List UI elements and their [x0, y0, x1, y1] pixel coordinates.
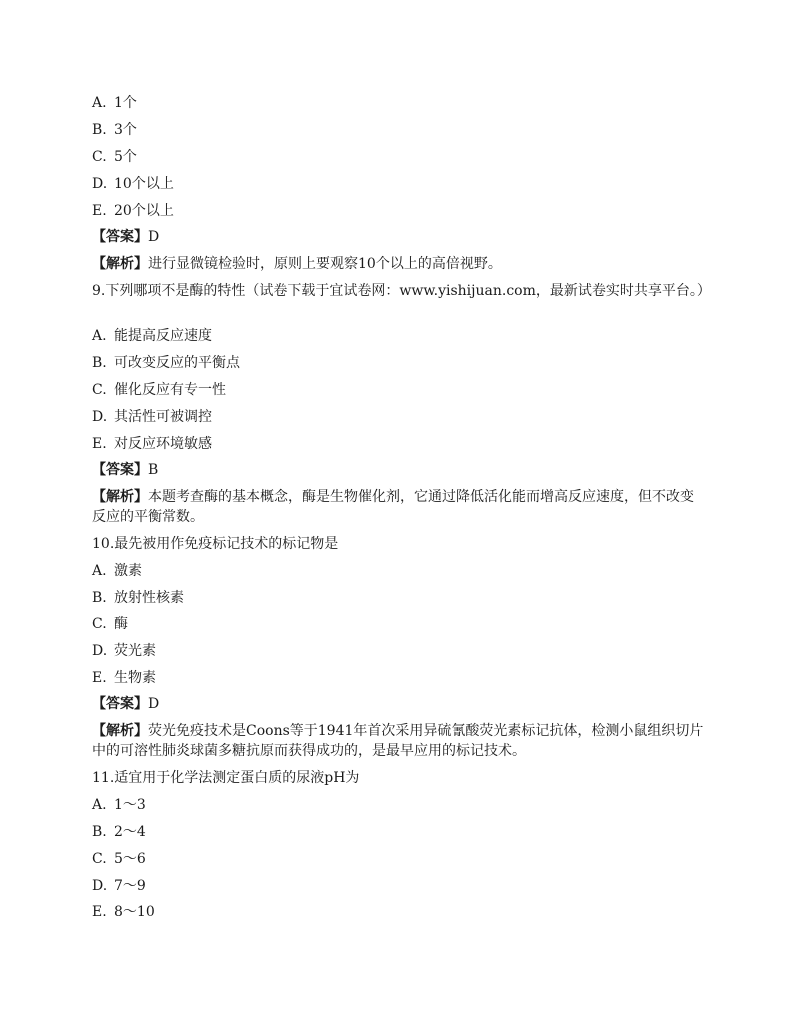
answer-tag: 【答案】 [92, 462, 148, 478]
option-text: 5～6 [114, 851, 146, 867]
option-text: 酶 [114, 616, 128, 632]
option-label: E. [92, 670, 107, 686]
analysis-line [92, 487, 707, 527]
option-a [92, 561, 707, 581]
option-a [92, 326, 707, 346]
option-text: 7～9 [114, 878, 146, 894]
analysis-tag: 【解析】 [92, 256, 148, 272]
option-label: A. [92, 95, 107, 111]
option-text: 1～3 [114, 797, 146, 813]
option-label: C. [92, 149, 107, 165]
option-label: D. [92, 878, 108, 894]
option-label: D. [92, 409, 108, 425]
option-text: 能提高反应速度 [114, 328, 212, 344]
option-d [92, 876, 707, 896]
option-text: 激素 [114, 563, 142, 579]
analysis-tag: 【解析】 [92, 489, 148, 505]
option-label: D. [92, 176, 108, 192]
option-text: 10个以上 [114, 176, 174, 192]
option-text: 荧光素 [114, 643, 156, 659]
option-b [92, 822, 707, 842]
option-e [92, 201, 707, 221]
answer-line [92, 460, 707, 480]
question-stem: 11.适宜用于化学法测定蛋白质的尿液pH为 [92, 770, 360, 786]
question-stem: 9.下列哪项不是酶的特性（试卷下载于宜试卷网：www.yishijuan.com，最新试卷实时共享平台。） [92, 283, 711, 299]
option-c [92, 849, 707, 869]
option-label: B. [92, 590, 107, 606]
answer-line [92, 694, 707, 714]
question-stem: 10.最先被用作免疫标记技术的标记物是 [92, 536, 339, 552]
option-e [92, 668, 707, 688]
analysis-tag: 【解析】 [92, 723, 148, 739]
answer-value: D [148, 229, 160, 245]
option-text: 8～10 [114, 904, 155, 920]
option-text: 1个 [114, 95, 137, 111]
analysis-text: 进行显微镜检验时，原则上要观察10个以上的高倍视野。 [148, 256, 502, 272]
option-text: 可改变反应的平衡点 [114, 355, 240, 371]
option-label: A. [92, 797, 107, 813]
option-label: B. [92, 122, 107, 138]
answer-tag: 【答案】 [92, 229, 148, 245]
answer-value: B [148, 462, 159, 478]
option-text: 5个 [114, 149, 137, 165]
option-c [92, 147, 707, 167]
option-d [92, 407, 707, 427]
option-label: B. [92, 355, 107, 371]
analysis-text: 荧光免疫技术是Coons等于1941年首次采用异硫氰酸荧光素标记抗体，检测小鼠组织切片中的可溶性肺炎球菌多糖抗原而获得成功的，是最早应用的标记技术。 [92, 723, 704, 759]
option-d [92, 174, 707, 194]
option-e [92, 902, 707, 922]
option-b [92, 588, 707, 608]
option-d [92, 641, 707, 661]
option-label: C. [92, 851, 107, 867]
option-label: A. [92, 563, 107, 579]
answer-tag: 【答案】 [92, 696, 148, 712]
answer-line [92, 227, 707, 247]
option-text: 对反应环境敏感 [114, 436, 212, 452]
option-text: 20个以上 [114, 203, 174, 219]
option-label: C. [92, 616, 107, 632]
option-label: C. [92, 382, 107, 398]
option-label: E. [92, 904, 107, 920]
option-label: E. [92, 436, 107, 452]
option-text: 放射性核素 [114, 590, 184, 606]
option-c [92, 614, 707, 634]
option-e [92, 434, 707, 454]
option-text: 2～4 [114, 824, 146, 840]
option-b [92, 120, 707, 140]
option-text: 生物素 [114, 670, 156, 686]
analysis-text: 本题考查酶的基本概念，酶是生物催化剂，它通过降低活化能而增高反应速度，但不改变反应的平衡常数。 [92, 489, 694, 525]
option-label: B. [92, 824, 107, 840]
option-c [92, 380, 707, 400]
option-b [92, 353, 707, 373]
analysis-line [92, 254, 707, 274]
option-a [92, 93, 707, 113]
option-label: E. [92, 203, 107, 219]
answer-value: D [148, 696, 160, 712]
option-label: A. [92, 328, 107, 344]
option-text: 3个 [114, 122, 137, 138]
option-label: D. [92, 643, 108, 659]
option-text: 其活性可被调控 [114, 409, 212, 425]
option-text: 催化反应有专一性 [114, 382, 226, 398]
option-a [92, 795, 707, 815]
analysis-line [92, 721, 707, 761]
